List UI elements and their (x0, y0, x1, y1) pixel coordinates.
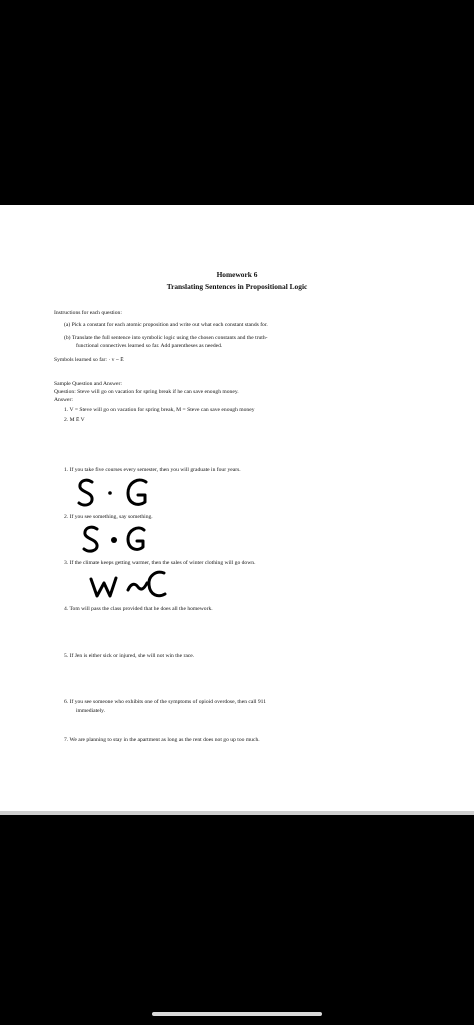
question-4: 4. Tom will pass the class provided that he does all the homework. (64, 606, 213, 612)
instruction-b-line1: (b) Translate the full sentence into symbolic logic using the chosen constants and the truth- (64, 335, 268, 341)
symbols-learned: Symbols learned so far: · v ~ Ē (54, 357, 124, 363)
handwritten-answer-2 (82, 524, 152, 554)
page-title: Homework 6 (216, 270, 258, 279)
question-7: 7. We are planning to stay in the apartment as long as the rent does not go up too much. (64, 737, 260, 743)
home-indicator[interactable] (152, 1012, 322, 1016)
sample-answer-2: 2. M Ē V (64, 417, 85, 423)
question-1: 1. If you take five courses every semester, then you will graduate in four years. (64, 467, 241, 473)
sample-answer-label: Answer: (54, 397, 73, 403)
document-page (0, 205, 474, 815)
question-2: 2. If you see something, say something. (64, 514, 153, 520)
question-6-line2: immediately. (76, 708, 105, 714)
question-3: 3. If the climate keeps getting warmer, then the sales of winter clothing will go down. (64, 560, 256, 566)
handwritten-answer-3 (88, 569, 168, 601)
sample-answer-1: 1. V = Steve will go on vacation for spring break, M = Steve can save enough money (64, 407, 255, 413)
instruction-b-line2: functional connectives learned so far. Add parentheses as needed. (76, 343, 223, 349)
sample-question: Question: Steve will go on vacation for spring break if he can save enough money. (54, 389, 239, 395)
instruction-a: (a) Pick a constant for each atomic proposition and write out what each constant stands for. (64, 322, 268, 328)
question-6-line1: 6. If you see someone who exhibits one of the symptoms of opioid overdose, then call 911 (64, 699, 267, 705)
instructions-header: Instructions for each question: (54, 310, 122, 316)
handwritten-answer-1 (76, 476, 160, 510)
page-subtitle: Translating Sentences in Propositional Logic (166, 282, 308, 291)
question-5: 5. If Jen is either sick or injured, she will not win the race. (64, 653, 195, 659)
sample-header: Sample Question and Answer: (54, 381, 122, 387)
